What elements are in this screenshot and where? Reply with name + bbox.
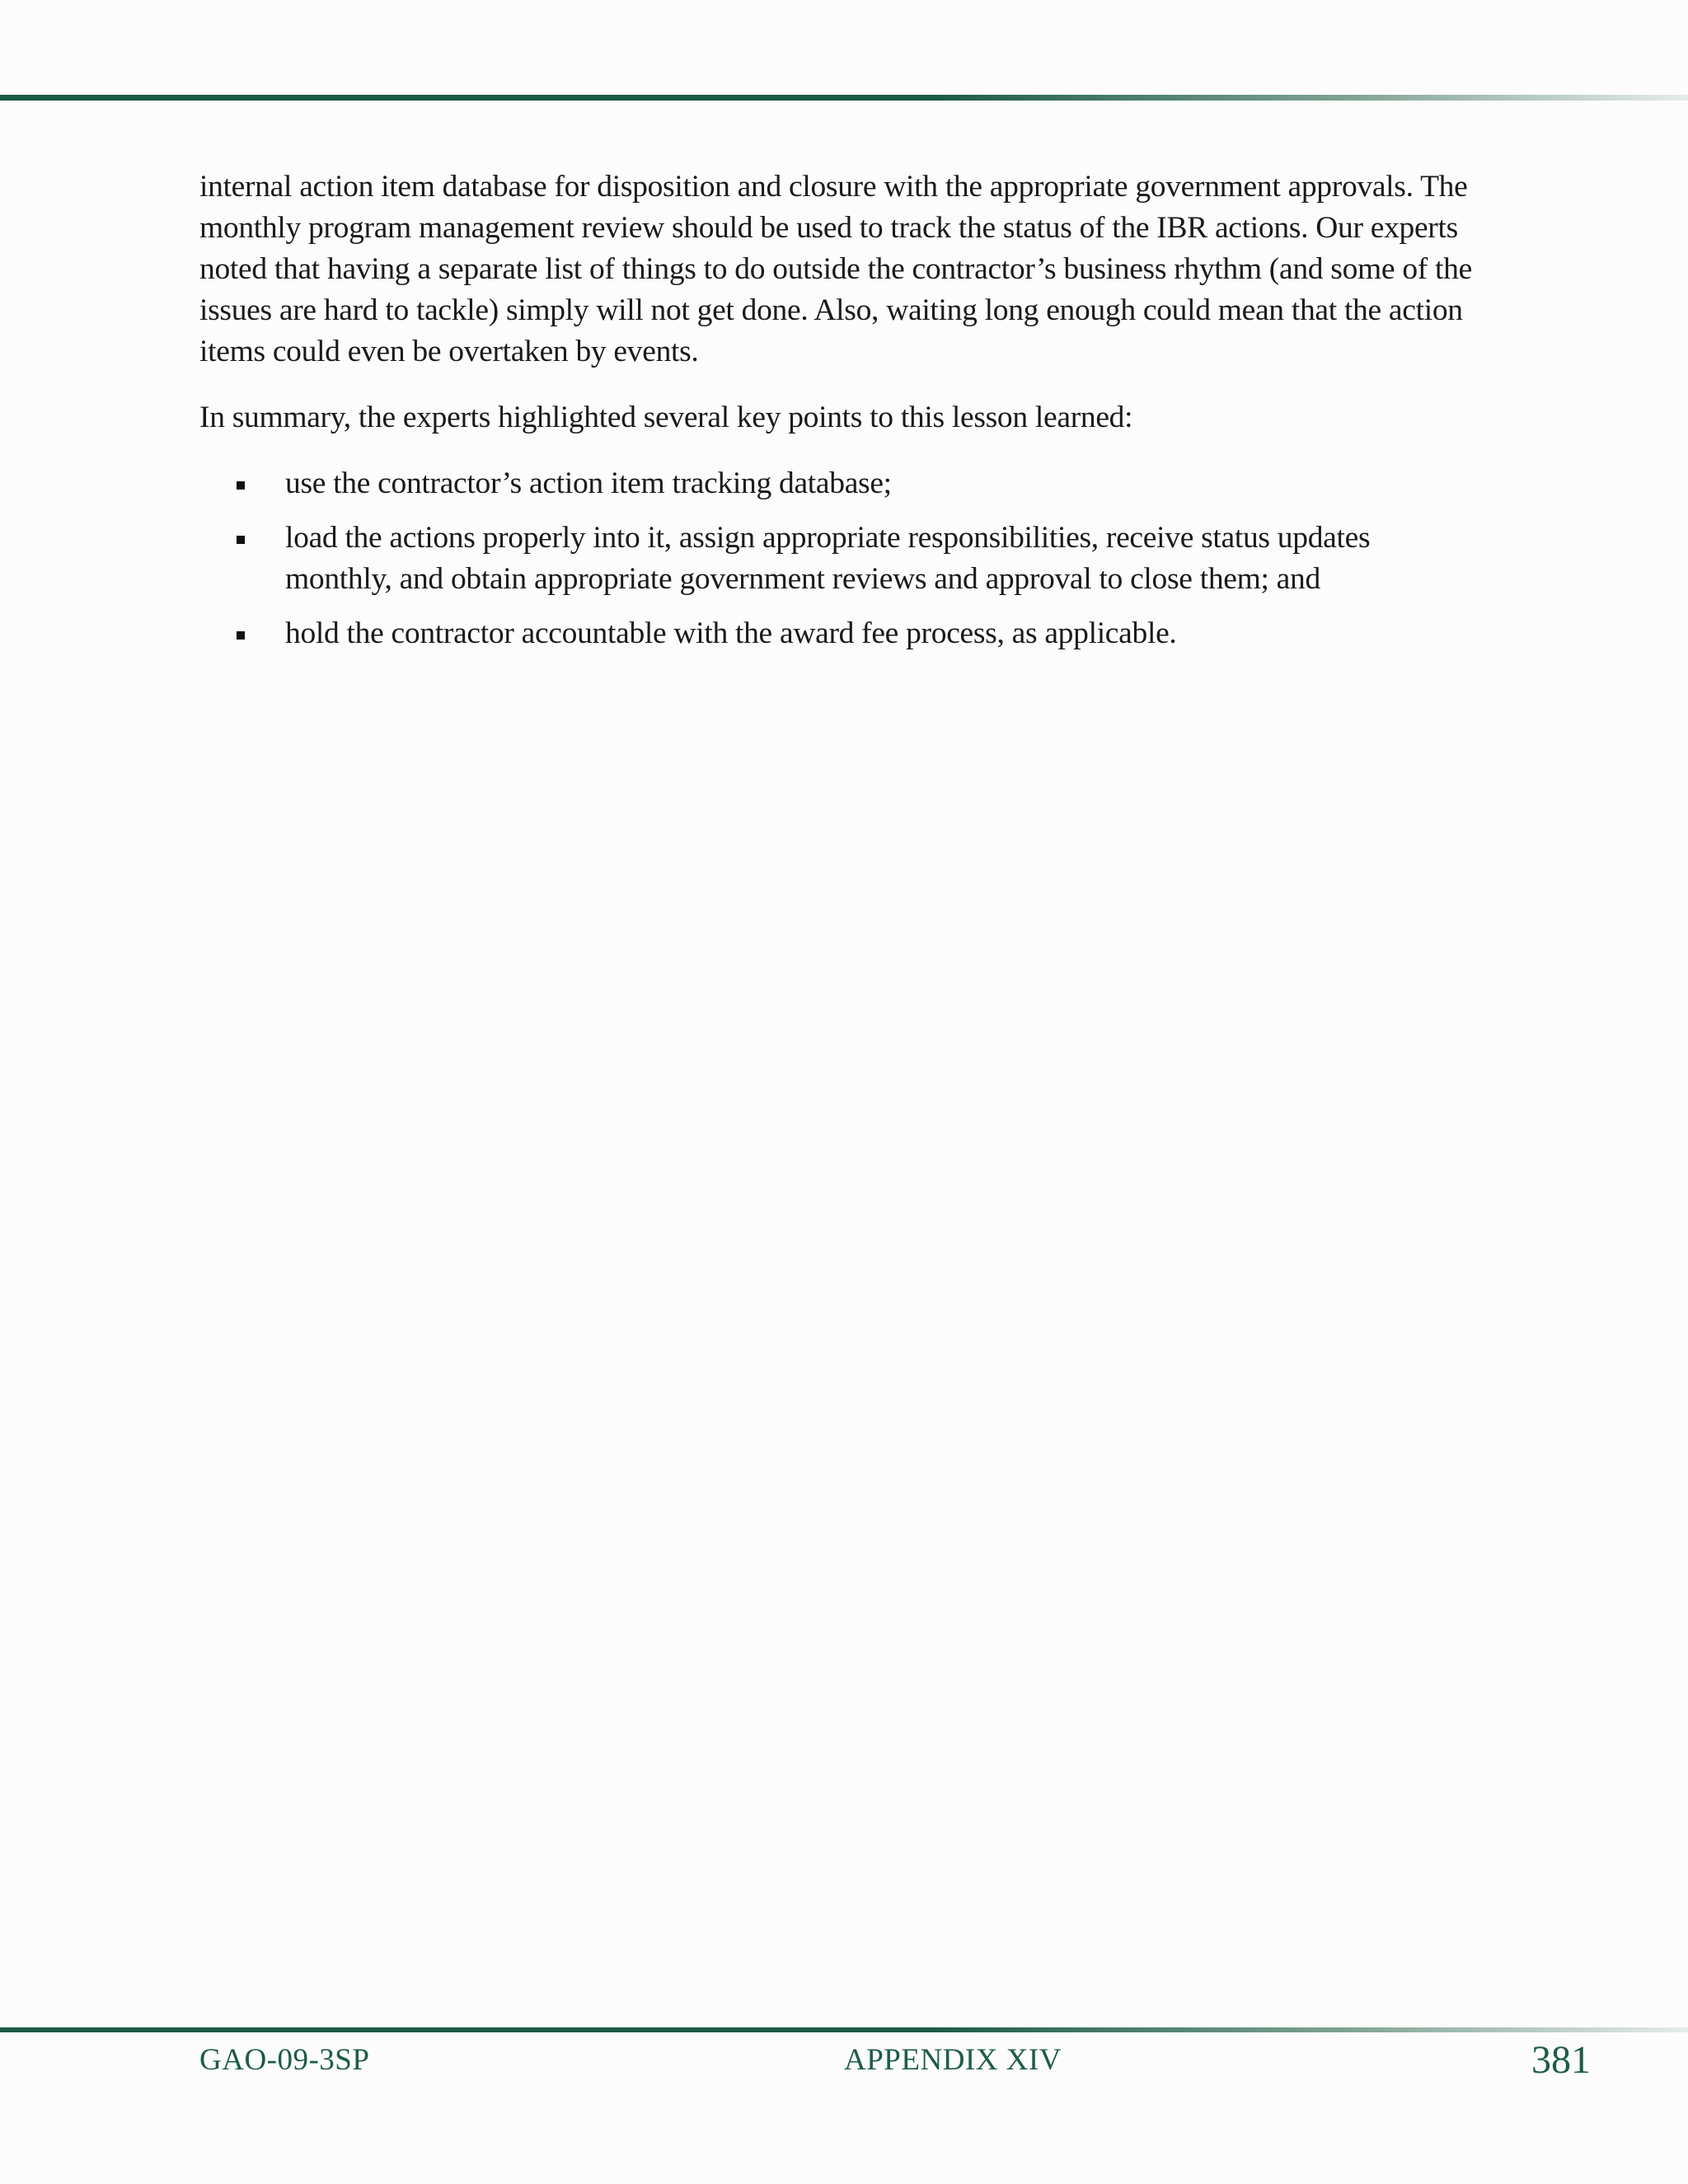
key-points-list [199,463,1477,654]
page-number: 381 [1531,2038,1591,2082]
list-item [199,613,1477,654]
body-paragraph-2: In summary, the experts highlighted several key points to this lesson learned: [199,401,1133,434]
list-item [199,463,1477,504]
square-bullet-icon [237,536,245,544]
report-number: GAO-09-3SP [199,2043,370,2077]
list-item-text: use the contractor’s action item tracking database; [285,466,892,500]
list-item [199,518,1477,600]
section-title: APPENDIX XIV [844,2043,1062,2077]
square-bullet-icon [237,631,245,640]
body-paragraph-1: internal action item database for disposition and closure with the appropriate government approvals. The monthly program management review should be used to track the status of the IBR actions. Our experts noted that having a separate list of things to do outside the contractor’s business rhythm (and some of the issues are hard to tackle) simply will not get done. Also, waiting long enough could mean that the action items could even be overtaken by events. [199,170,1472,368]
square-bullet-icon [237,481,245,490]
page-body [199,166,1477,668]
list-item-text: hold the contractor accountable with the award fee process, as applicable. [285,616,1177,650]
list-item-text: load the actions properly into it, assign appropriate responsibilities, receive status updates monthly, and obtain appropriate government reviews and approval to close them; and [285,521,1371,596]
header-rule [0,95,1688,101]
footer-rule [0,2027,1688,2032]
